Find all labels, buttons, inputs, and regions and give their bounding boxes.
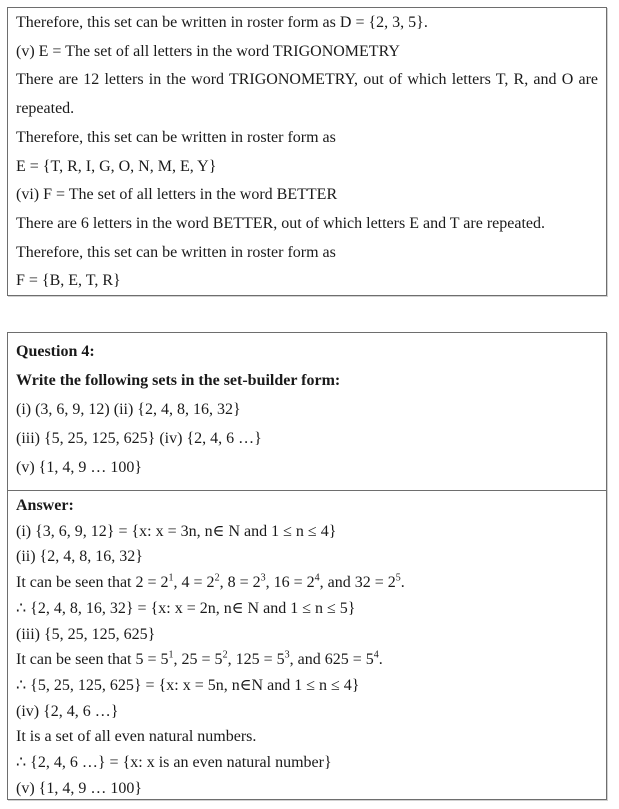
- answer-iv-result: ∴ {2, 4, 6 …} = {x: x is an even natural number}: [16, 754, 332, 772]
- answer-iv-set: (iv) {2, 4, 6 …}: [16, 702, 119, 720]
- set-e-roster: E = {T, R, I, G, O, N, M, E, Y}: [16, 157, 217, 175]
- answer-iii-result: ∴ {5, 25, 125, 625} = {x: x = 5n, n∈N and 1 ≤ n ≤ 4}: [16, 676, 360, 694]
- answer-v-set: (v) {1, 4, 9 … 100}: [16, 779, 143, 797]
- trigonometry-letters-note: There are 12 letters in the word TRIGONOMETRY, out of which letters T, R, and O are repeated.: [16, 71, 598, 118]
- answer-iii-set: (iii) {5, 25, 125, 625}: [16, 625, 156, 643]
- question-item-v: (v) {1, 4, 9 … 100}: [16, 459, 143, 476]
- question-section: [8, 333, 606, 490]
- roster-form-box: [7, 7, 607, 296]
- answer-ii-observation: It can be seen that $2 = 2^1$, $4 = 2^2$, $8 = 2^3$, $16 = 2^4$, and $32 = 2^5$.: [16, 572, 405, 592]
- question-prompt: Write the following sets in the set-builder form:: [16, 372, 341, 389]
- set-f-roster: F = {B, E, T, R}: [16, 272, 121, 290]
- answer-ii-set: (ii) {2, 4, 8, 16, 32}: [16, 548, 143, 566]
- roster-line-d-result: Therefore, this set can be written in roster form as D = {2, 3, 5}.: [16, 14, 428, 31]
- better-letters-note: There are 6 letters in the word BETTER, out of which letters E and T are repeated.: [16, 214, 545, 232]
- answer-section: [8, 491, 606, 801]
- answer-iii-observation: It can be seen that $5 = 5^1$, $25 = 5^2$, $125 = 5^3$, and $625 = 5^4$.: [16, 649, 383, 669]
- answer-heading: Answer:: [16, 497, 74, 514]
- question-items-iii-iv: (iii) {5, 25, 125, 625} (iv) {2, 4, 6 …}: [16, 430, 262, 447]
- roster-intro-e: Therefore, this set can be written in roster form as: [16, 128, 336, 146]
- question4-box: [7, 332, 607, 800]
- roster-intro-f: Therefore, this set can be written in roster form as: [16, 243, 336, 261]
- set-e-definition: (v) E = The set of all letters in the word TRIGONOMETRY: [16, 42, 400, 60]
- answer-ii-result: ∴ {2, 4, 8, 16, 32} = {x: x = 2n, n∈ N and 1 ≤ n ≤ 5}: [16, 599, 356, 617]
- question-items-i-ii: (i) (3, 6, 9, 12) (ii) {2, 4, 8, 16, 32}: [16, 401, 241, 418]
- answer-iv-observation: It is a set of all even natural numbers.: [16, 728, 257, 746]
- answer-i-result: (i) {3, 6, 9, 12} = {x: x = 3n, n∈ N and 1 ≤ n ≤ 4}: [16, 522, 337, 540]
- set-f-definition: (vi) F = The set of all letters in the word BETTER: [16, 186, 338, 204]
- question-heading: Question 4:: [16, 343, 95, 360]
